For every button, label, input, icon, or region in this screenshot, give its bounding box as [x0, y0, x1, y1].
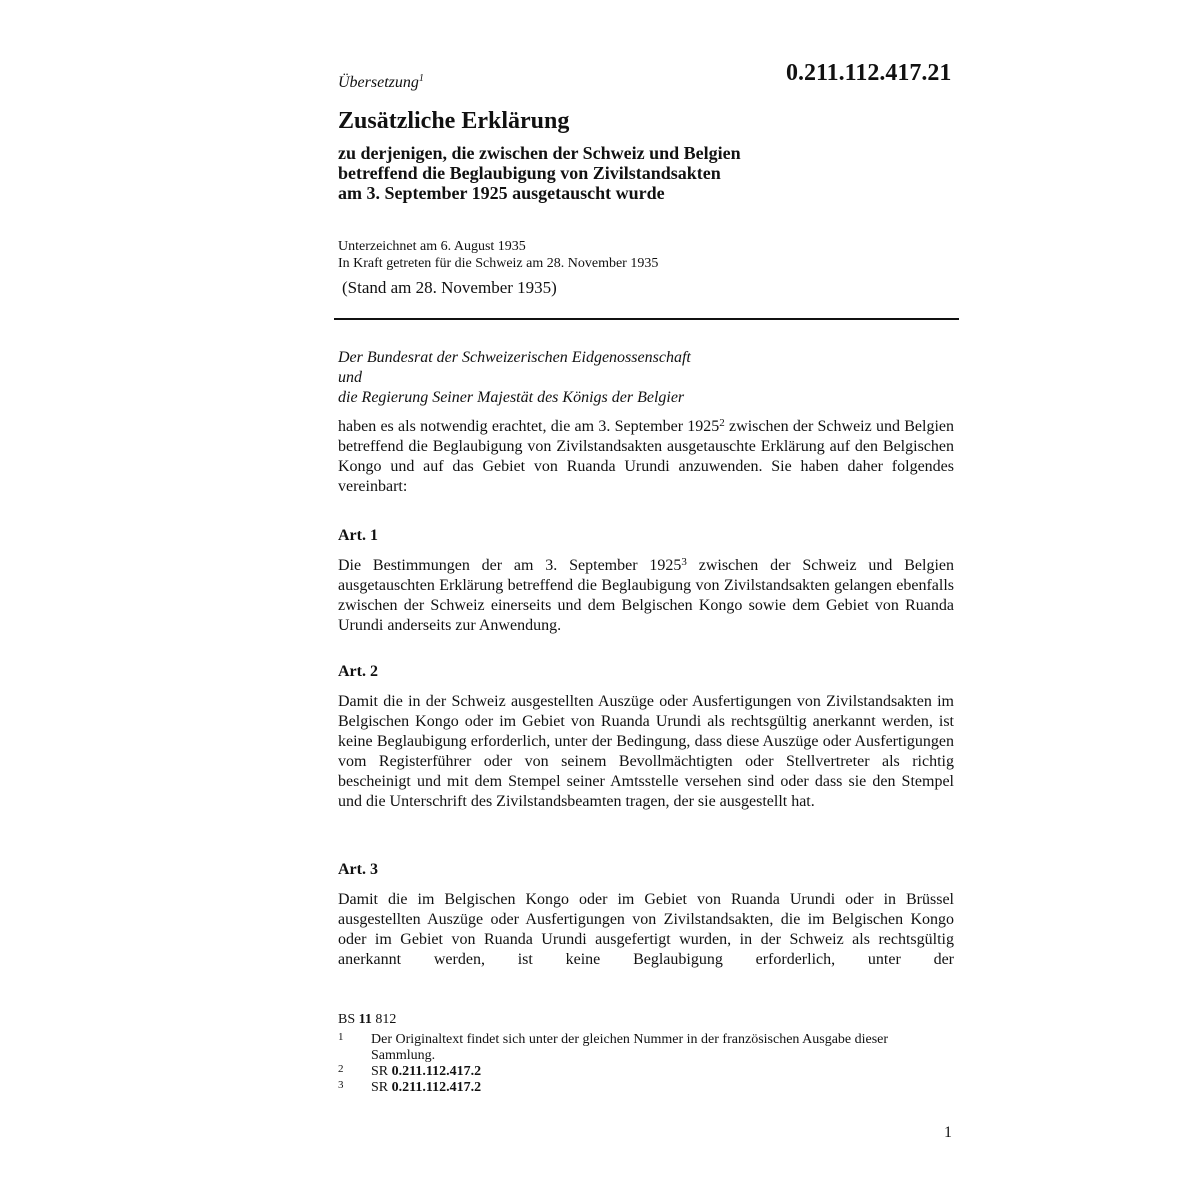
signing-info: [338, 238, 658, 272]
article-2-text: Damit die in der Schweiz ausgestellten Auszüge oder Ausfertigungen von Zivilstandsakten im Belgischen Kongo oder im Gebiet von Ruanda Urundi als rechtsgültig anerkannt werden, ist keine Beglaubigung erforderlich, unter der Bedingung, dass diese Auszüge oder Ausfertigungen vom Registerführer oder von seinem Bevollmächtigten oder Stellvertreter als richtig bescheinigt und mit dem Stempel seiner Amtsstelle versehen sind oder dass sie den Stempel und die Unterschrift des Zivilstandsbeamten tragen, der sie ausgestellt hat.: [338, 693, 954, 810]
footnote-ref-3[interactable]: 3: [681, 556, 687, 568]
translation-text: Übersetzung: [338, 74, 419, 91]
header-divider: [334, 318, 959, 320]
preamble-text: zwischen der Schweiz und Belgien betreffend die Beglaubigung von Zivilstandsakten ausgetauschte Erklärung auf den Belgischen Kongo und auf das Gebiet von Ruanda Urundi anzuwenden. Sie haben daher folgendes vereinbart:: [338, 418, 954, 495]
footnote-number: 2: [338, 1063, 344, 1075]
contracting-parties: [338, 348, 691, 408]
translation-label: [338, 73, 424, 92]
footnote-3: [338, 1080, 958, 1096]
footnote-ref-1[interactable]: 1: [418, 73, 424, 84]
article-1-heading: Art. 1: [338, 527, 378, 544]
footnote-text: [371, 1064, 958, 1080]
subtitle-line: am 3. September 1925 ausgetauscht wurde: [338, 183, 665, 203]
article-3-heading: Art. 3: [338, 861, 378, 878]
footnote-2: [338, 1064, 958, 1080]
sr-link[interactable]: 0.211.112.417.2: [391, 1080, 482, 1095]
article-2-heading: Art. 2: [338, 663, 378, 680]
footnote-number: 1: [338, 1031, 344, 1043]
source-prefix: BS: [338, 1012, 359, 1027]
footnote-number: 3: [338, 1079, 344, 1091]
footnote-prefix: SR: [371, 1080, 392, 1095]
source-reference: [338, 1012, 958, 1028]
in-force-date: In Kraft getreten für die Schweiz am 28. November 1935: [338, 256, 659, 271]
footnote-text: Der Originaltext findet sich unter der gleichen Nummer in der französischen Ausgabe dieser Sammlung.: [371, 1032, 889, 1063]
footnotes: [338, 1012, 958, 1096]
document-title: Zusätzliche Erklärung: [338, 108, 570, 134]
status-date: (Stand am 28. November 1935): [342, 278, 557, 297]
footnote-text: [371, 1080, 958, 1096]
signed-date: Unterzeichnet am 6. August 1935: [338, 239, 526, 254]
footnote-prefix: SR: [371, 1064, 392, 1079]
footnote-1: [338, 1032, 958, 1064]
page-number: 1: [944, 1124, 952, 1141]
article-3-text: Damit die im Belgischen Kongo oder im Gebiet von Ruanda Urundi oder in Brüssel ausgestellten Auszüge oder Ausfertigungen von Zivilstandsakten, die im Belgischen Kongo oder im Gebiet von Ruanda Urundi ausgefertigt wurden, in der Schweiz als rechtsgültig anerkannt werden, ist keine Beglaubigung erforderlich, unter der: [338, 891, 954, 968]
article-1-text-part: zwischen der Schweiz und Belgien ausgetauschten Erklärung betreffend die Beglaubigung von Zivilstandsakten gelangen ebenfalls zwischen der Schweiz einerseits und dem Belgischen Kongo sowie dem Gebiet von Ruanda Urundi anderseits zur Anwendung.: [338, 557, 954, 634]
party-line: die Regierung Seiner Majestät des Königs der Belgier: [338, 389, 685, 406]
party-line: Der Bundesrat der Schweizerischen Eidgenossenschaft: [338, 349, 691, 366]
preamble-paragraph: [338, 417, 954, 497]
footnote-ref-2[interactable]: 2: [719, 417, 725, 429]
article-1-text-part: Die Bestimmungen der am 3. September 1925: [338, 557, 682, 574]
subtitle-line: betreffend die Beglaubigung von Zivilstandsakten: [338, 163, 721, 183]
source-volume: 11: [358, 1012, 372, 1027]
subtitle-line: zu derjenigen, die zwischen der Schweiz und Belgien: [338, 143, 741, 163]
preamble-text: haben es als notwendig erachtet, die am 3. September 1925: [338, 418, 720, 435]
sr-number: 0.211.112.417.21: [786, 60, 952, 86]
party-line: und: [338, 369, 362, 386]
article-1-text: [338, 556, 954, 636]
document-subtitle: [338, 143, 741, 203]
source-page: 812: [371, 1012, 397, 1027]
sr-link[interactable]: 0.211.112.417.2: [391, 1064, 482, 1079]
